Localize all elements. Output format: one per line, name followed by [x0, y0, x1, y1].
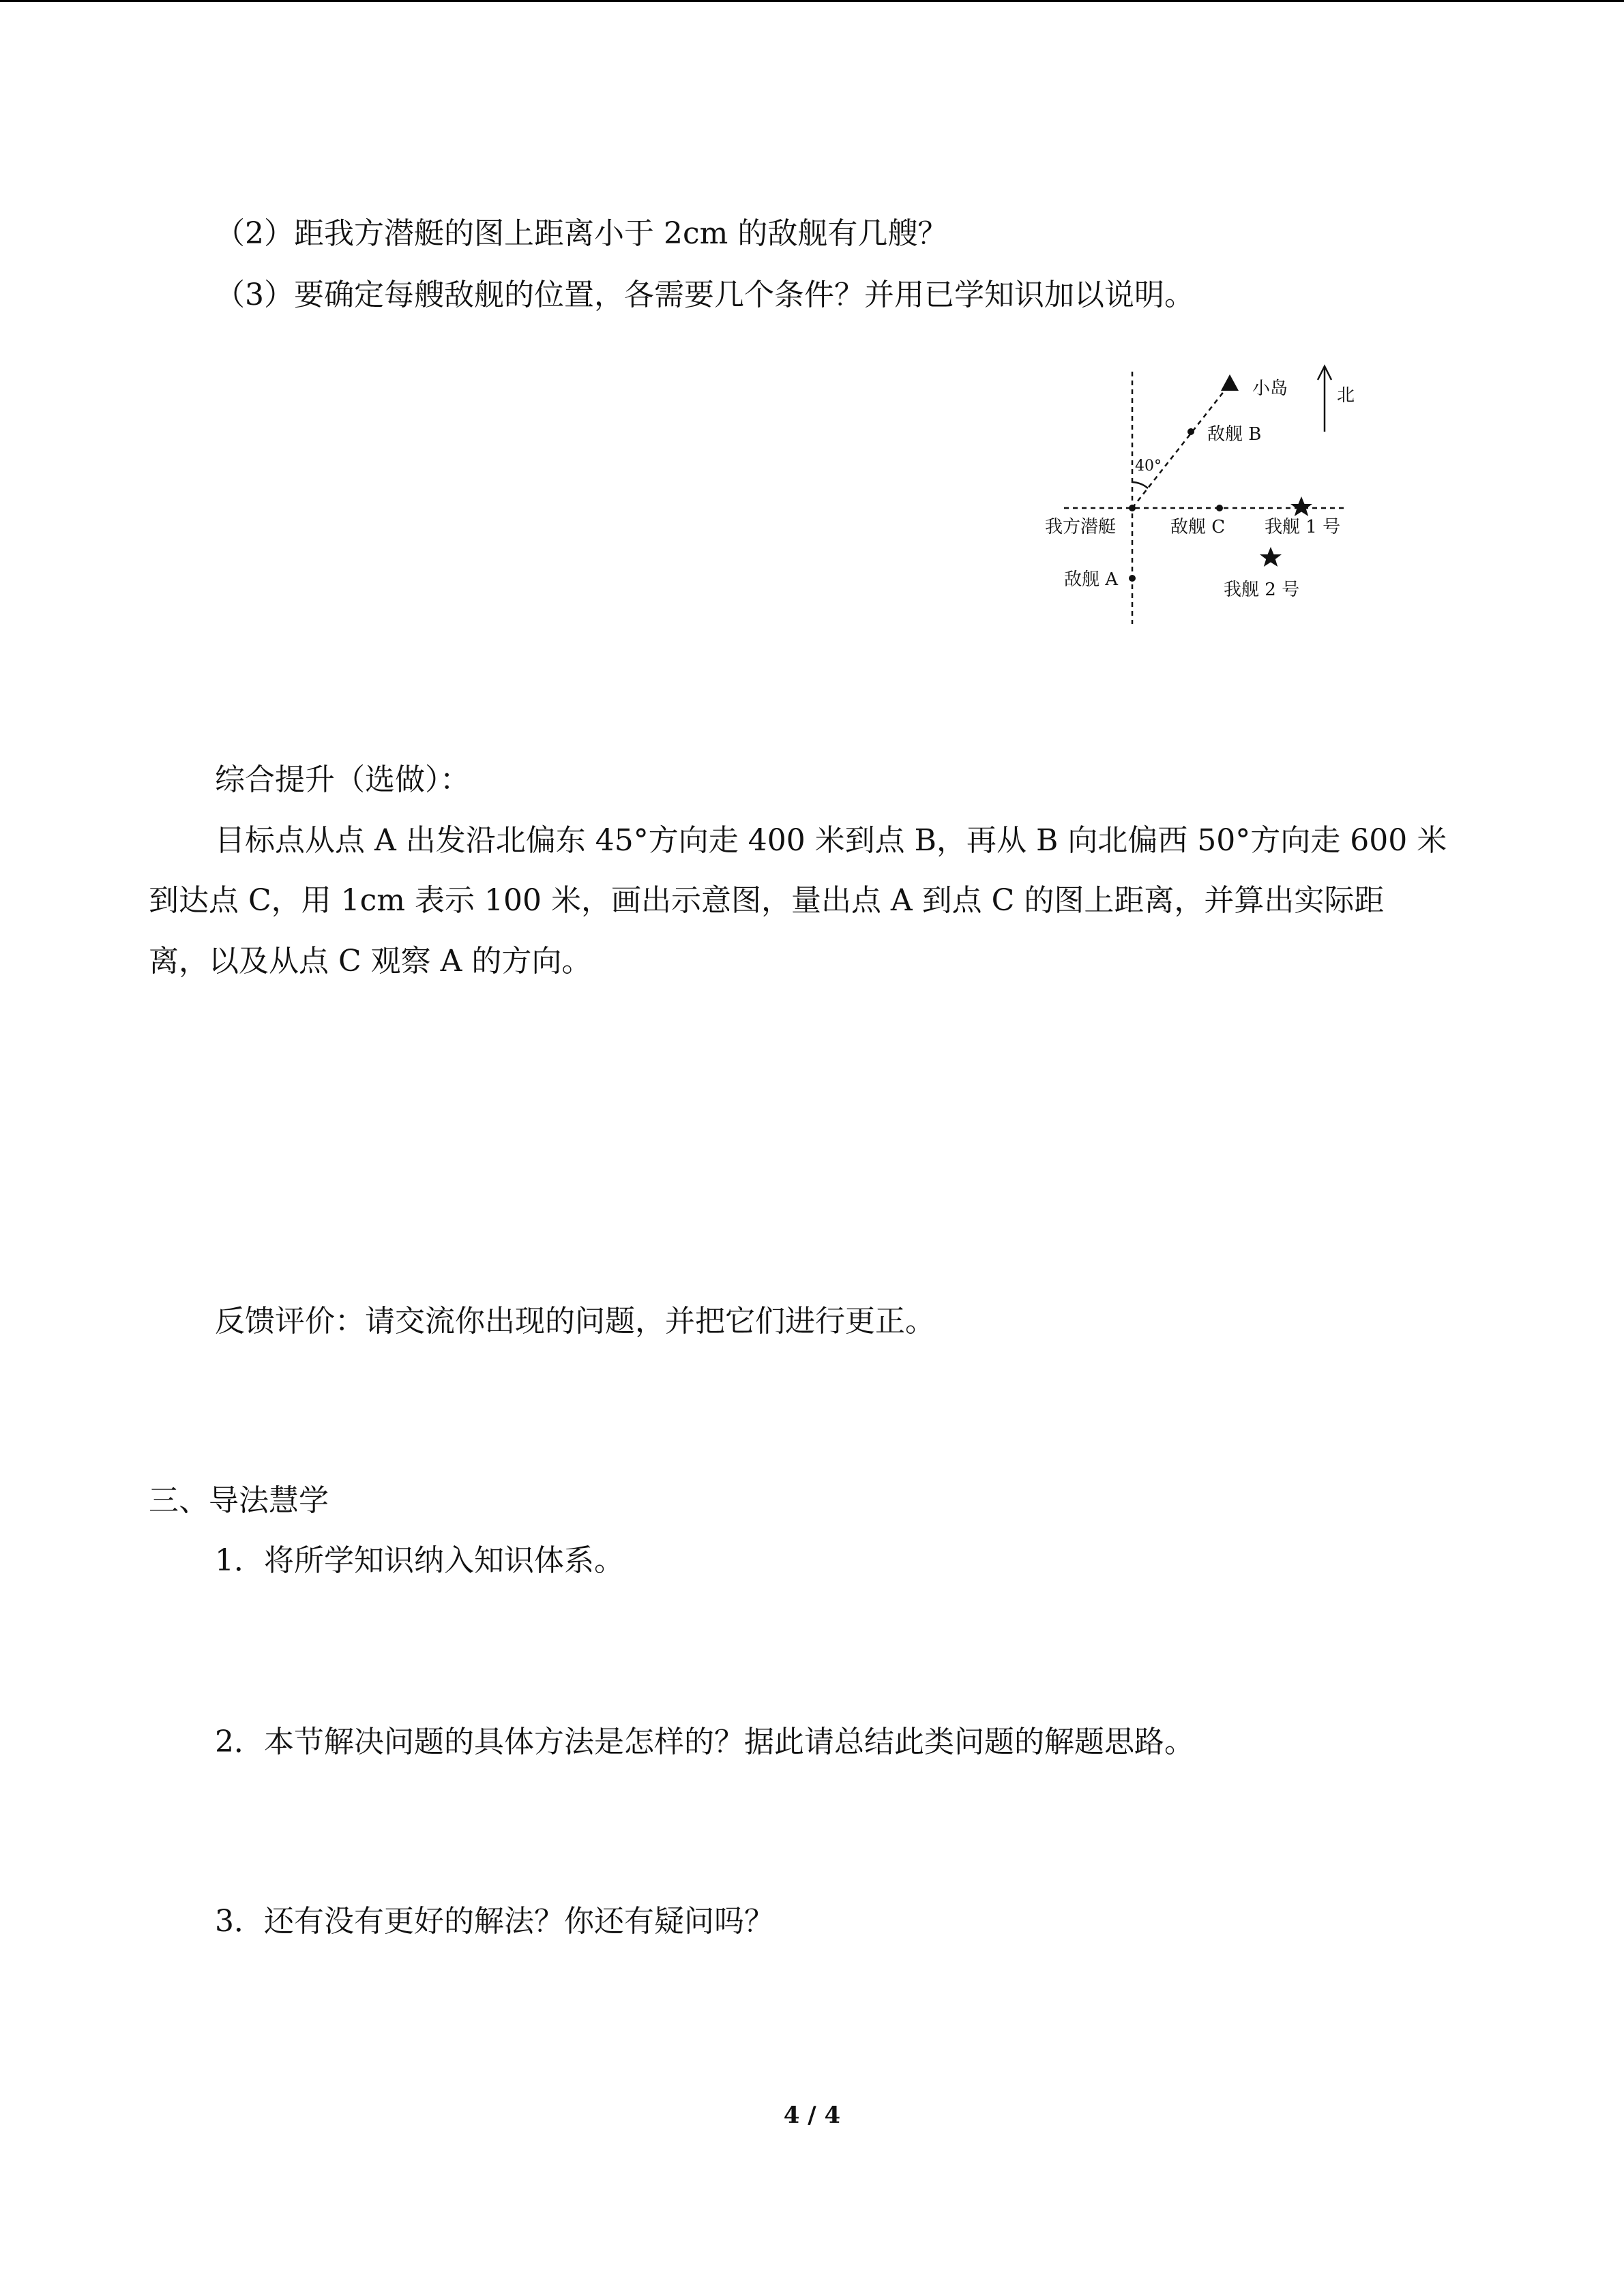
- angle-label: 40°: [1135, 458, 1162, 475]
- question-3: （3）要确定每艘敌舰的位置，各需要几个条件？并用已学知识加以说明。: [215, 278, 1194, 312]
- angle-arc: [1132, 482, 1148, 488]
- extension-line-1: 目标点从点 A 出发沿北偏东 45°方向走 400 米到点 B，再从 B 向北偏西 50°方向走 600 米: [215, 823, 1447, 858]
- enemy-c-label: 敌舰 C: [1170, 517, 1226, 537]
- ship1-label: 我舰 1 号: [1265, 517, 1341, 537]
- bearing-line: [1132, 384, 1230, 508]
- feedback-text: 反馈评价：请交流你出现的问题，并把它们进行更正。: [215, 1304, 935, 1339]
- page-top-border: [0, 0, 1624, 2]
- section-3-heading: 三、导法慧学: [149, 1483, 329, 1518]
- page-number: 4 / 4: [783, 2102, 841, 2129]
- section-3-item-3: 3．还有没有更好的解法？你还有疑问吗？: [215, 1904, 774, 1939]
- enemy-a-label: 敌舰 A: [1064, 569, 1119, 590]
- enemy-b-point: [1187, 428, 1194, 435]
- extension-title: 综合提升（选做）：: [215, 762, 470, 797]
- question-2: （2）距我方潜艇的图上距离小于 2cm 的敌舰有几艘？: [215, 216, 948, 251]
- section-3-item-1: 1．将所学知识纳入知识体系。: [215, 1543, 624, 1578]
- enemy-c-point: [1216, 505, 1223, 511]
- ship2-star-icon: [1260, 547, 1282, 567]
- island-icon: [1221, 374, 1239, 391]
- extension-line-2: 到达点 C，用 1cm 表示 100 米，画出示意图，量出点 A 到点 C 的图上距离，并算出实际距: [149, 883, 1385, 918]
- ship2-label: 我舰 2 号: [1224, 580, 1300, 600]
- island-label: 小岛: [1252, 378, 1288, 399]
- position-diagram: [1037, 358, 1364, 631]
- enemy-b-label: 敌舰 B: [1207, 424, 1262, 445]
- enemy-a-point: [1129, 575, 1136, 582]
- ship1-star-icon: [1290, 496, 1312, 516]
- north-label: 北: [1337, 385, 1355, 406]
- section-3-item-2: 2．本节解决问题的具体方法是怎样的？据此请总结此类问题的解题思路。: [215, 1725, 1194, 1759]
- submarine-point: [1129, 505, 1136, 511]
- submarine-label: 我方潜艇: [1045, 517, 1117, 537]
- extension-line-3: 离，以及从点 C 观察 A 的方向。: [149, 944, 592, 979]
